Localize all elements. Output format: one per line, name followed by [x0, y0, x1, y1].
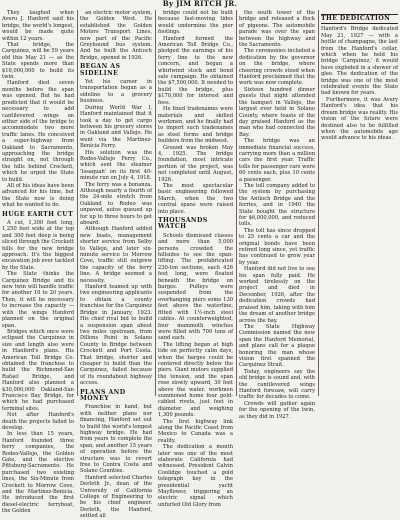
article-paragraph: The most spectacular basic engineering followed March, when the two central spans were raised into place. [158, 182, 233, 215]
section-heading: BEGAN AS SIDELINE [80, 63, 121, 77]
article-paragraph: The first highway link along the Pacific Coast from Mexico to Canada was a reality. [158, 418, 233, 444]
article-paragraph: The lifting began at high tide on perfectly calm days, when the barges could be centered directly below the piers. Giant motors supplied the tension, and the span rose slowly upward, 30 feet above the water. workmen summoned home four gold-cabled rivets, just feet in diameter and weighing 1,300 pounds. [158, 341, 233, 419]
article-column-4 [239, 10, 315, 420]
article-paragraph: Hanford teamed up with two engineering applicants to obtain a county franchise for the Carquinez Bridge in January, 1923. His chief rival bid to build a suspension span about two miles upstream, from Dillons Point in Solano County to Bridge between Crockett and Port Costa. That bridge, shorter and cheaper to build than the Carquinez, failed because of its roundabout highway access. [80, 284, 152, 387]
column-divider [155, 10, 156, 396]
article-paragraph: Crowds will gather again for the opening of the twin, as they did in 1927. [239, 400, 315, 420]
article-paragraph: The bridge was an immediate financial success, carrying more than a million cars the first year. Traffic tolls for passenger cars were 60 cents each, plus 10 cents a passenger. [239, 138, 315, 183]
article-paragraph: In less than 15 years, Hanford founded three ferry companies, the Rodeo-Vallejo, the Golden Gate, and the elective Pittsburg-Sacramento. He purchased two existing lines, the Six-Minute from Crockett to Morrow Cove, and the Martinez-Benicia. He introduced the first diesel-electric ferryboat, the Golden [2, 431, 74, 515]
article-column-5 [321, 14, 398, 396]
byline: By JIM RITCH JR. [162, 0, 238, 8]
article-paragraph: The toll company added to the system by purchasing the Antioch Bridge and the ferries, and in 1940 the State bought the structure for $6,000,000, and reduced tolls. [239, 182, 315, 228]
section-heading: PLANS AND MONEY [80, 388, 126, 402]
article-paragraph: an electric motor system, the Golden West. He established the Golden Motors Transport Lines, now part of the Pacific Greyhound bus system. And he built the Antioch Bridge, opened in 1926. [80, 10, 152, 61]
article-column-2 [80, 10, 152, 520]
article-paragraph: The ceremonies included a dedication by the governor on the bridge, where cheering crowds stood when Hanford proclaimed that the work was now complete. [239, 48, 315, 87]
article-paragraph: Schools dismissed classes and more than 5,000 persons crowded the hillsides to see the span-lifting. The prefabricated 230-ton sections, each 426 feet long, were floated beneath the bridge on barges. Pulleys were suspended from the overhanging piers some 130 feet above the waterline, fitted with 1½-inch steel cables. At counterweighted, four mammoth winches were filled with 700 tons of sand each. [158, 232, 233, 342]
article-paragraph: The State thinks the Carquinez Bridge and its new twin will handle traffic for another 10 to 20 years. Then, it will be necessary to increase the capacity — with the wings Hanford planned on the original span. [2, 271, 74, 329]
dedication-heading: THE DEDICATION [321, 14, 398, 24]
article-paragraph: Not after Hanford's death the projects failed to develop. [2, 412, 74, 431]
article-paragraph: All of his ideas have been advanced for his time, but the State now is doing what he wanted to do. [2, 182, 74, 209]
column-divider [236, 10, 237, 396]
article-paragraph: the south tower of the bridge and released a flock of pigeons. The automobile parade was over the span between the highway and the Sacramento. [239, 10, 315, 49]
article-paragraph: Ground was broken May 4, 1925. The bridge foundation, most intricate portion of the project, was not completed until August, 1926. [158, 144, 233, 183]
article-paragraph: Hanford died seven months before the span was opened. But he had predicted that it would be necessary to add cantilevered wings on either side of the bridge to accommodate two more traffic lanes. He conceived a super-highway from Oakland to Sacramento, approaching the bridge straight on, not through the hills behind Crockett, which he urged the State to build. [2, 80, 74, 183]
article-paragraph: bridge could not be built because fast-moving tides would undermine the pier footings. [158, 10, 233, 36]
article-paragraph: Furthermore, it was Avery Hanford's idea that his dream bridge was reality. His vision of the future were destined also to be fulfilled when the automobile age would advance to his ideas. [321, 96, 398, 142]
article-paragraph: The ferry was a bonanza. Although nearly a fourth of the 24-mile stretch from Oakland to Rodeo was unpaved, autos queued up for up to three hours to get aboard. [80, 181, 152, 226]
article-paragraph: Franchise in hand, but with neither plans nor financing, Hanford set out to build the world's longest highway bridge. He had from years to complete the span, and another 15 years of operation before the structure was to revert free to Contra Costa and Solano Counties. [80, 404, 152, 475]
section-heading: HUGE EARTH CUT [2, 210, 74, 218]
article-paragraph: Hanford selected Charles Derleth Jr., dean of the University of California College of Engineering to be his chief engineer. Derleth, the Hanford, settled all [80, 474, 152, 520]
article-paragraph: Today, engineers say the old bridge is sound and, with the cantilevered wings Hanford foresaw, will carry traffic for decades to come. [239, 368, 315, 401]
article-paragraph: That bridge, the Carquinez, will be 59 years old this May 21 — as the State spends more than $10,000,000 to build its twin. [2, 42, 74, 81]
article-paragraph: Yet his career in transportation began as a sideline to a grocery business. [80, 79, 152, 105]
article-paragraph: Bridges which once were eclipsed the Carquinez in size and length also were in Hanford's plans. His American Toll Bridge Co. obtained the franchise to build the Richmond-San Rafael Bridge, and Hanford also planned a $30,000,000 Oakland-San Francisco Bay Bridge, for which he had purchased terminal sites. [2, 328, 74, 412]
article-paragraph: His solution was the Rodeo-Vallejo Ferry Co., which sent the steamer 'Issaquah' on its first 40-minute run on July 4, 1918. [80, 149, 152, 182]
article-column-1 [2, 10, 74, 515]
section-heading: THOUSANDS WATCH [158, 217, 208, 231]
article-paragraph: The toll has since dropped to 25 cents a car and the original bonds have been retired long since, yet traffic has continued to grow year by year. [239, 227, 315, 266]
article-paragraph: Hanford formed the American Toll Bridge Co., pledged the earnings of his ferry line to the new concern, and began a whirlwind stock and bond sale campaign. He obtained the $7,500,000. It needed to build the bridge, plus $170,000 for interest and fees. [158, 35, 233, 106]
dedication-paragraph: Hanford's Bridge dedicated May 21, 1927 — with a bottle of champagne, the last from the Hanford's cellar, which when he held his bridge 'Carquinez,' it would have exploded in a shower of glee. The dedication of the bridge was one of the most celebrated events the State had known for years. [321, 26, 398, 97]
article-paragraph: He fixed tradenames were materials and skilled workmen, and he finally had to import such tradenames as steel forms and bridge builders from the midwest. [158, 106, 233, 145]
column-divider [77, 10, 78, 396]
article-column-3 [158, 10, 233, 508]
article-paragraph: They laughed when Averu J. Hanford said his bridge, the world's longest, would be made quite within 12 years. [2, 10, 74, 42]
article-paragraph: During World War I, Hanford maintained that it took a day to get cargo between his grocery stores in Oakland and Vallejo. He went via the Martinez-Benicia Ferry. [80, 104, 152, 150]
article-paragraph: Although Hanford added new boats, management shorter service from Selby to Vallejo, and later six-minute service to Morrow Cove, traffic still outgrew the capacity of the ferry line. A bridge seemed a necessity. [80, 226, 152, 284]
article-paragraph: A cut, 1,300 feet long, 1,250 feet wide at the top and 300 feet deep is being sliced through the Crockett hills for the new bridge approach. It's the biggest excavation job ever tackled by the State. [2, 220, 74, 271]
article-paragraph: Hanford did not live to see his span fully paid. He worked tirelessly on the project and died in December, 1926, after the dedication crowds had praised him, taking with him the dream of another bridge across the bay. [239, 266, 315, 324]
article-paragraph: Sixteen hundred dinner guests that night attended the banquet in Vallejo, the largest ever held in Solano County, where toasts of the day praised Hanford as the man who had connected the Bay. [239, 86, 315, 138]
article-paragraph: The State Highway Commission named the new span the Hanford Memorial, and plans call for a plaque honoring the man whose vision first spanned the Carquinez Strait. [239, 323, 315, 369]
article-paragraph: The dedication a month later was one of the most elaborate California had witnessed. President Calvin Coolidge touched a gold telegraph key in the presidential yacht Mayflower, triggering an electric signal which unfurled Old Glory from [158, 444, 233, 508]
column-divider [318, 10, 319, 396]
